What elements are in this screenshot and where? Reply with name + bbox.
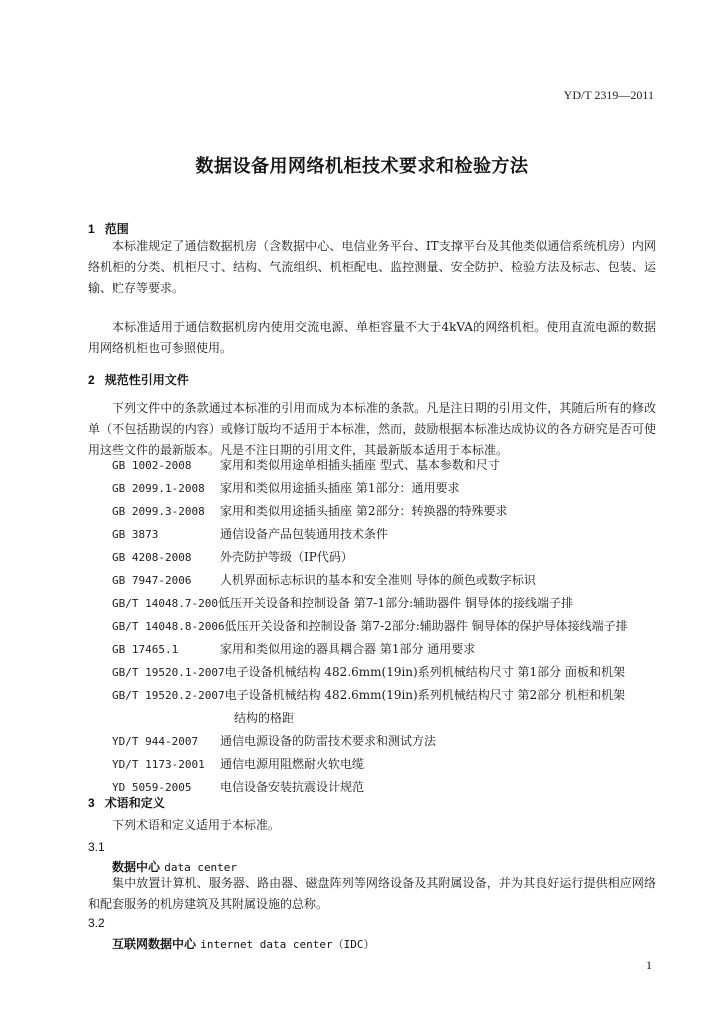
reference-item	[112, 477, 672, 500]
section-number: 1	[88, 222, 95, 236]
reference-title: 通信电源用阻燃耐火软电缆	[220, 757, 365, 771]
reference-title: 通信设备产品包装通用技术条件	[220, 527, 389, 541]
section-title: 术语和定义	[104, 796, 165, 810]
section-1-paragraph-1: 本标准规定了通信数据机房（含数据中心、电信业务平台、IT支撑平台及其他类似通信系统机房）内网络机柜的分类、机柜尺寸、结构、气流组织、机柜配电、监控测量、安全防护、检验方法及标志、包装、运输、贮存等要求。	[88, 239, 656, 295]
reference-item	[112, 753, 672, 776]
section-number: 2	[88, 373, 95, 387]
reference-item-continuation	[112, 707, 672, 730]
standard-code: YD/T 2319—2011	[563, 88, 654, 102]
reference-title: 电子设备机械结构 482.6mm(19in)系列机械结构尺寸 第2部分 机柜和机架	[224, 688, 625, 702]
reference-code: YD/T 944-2007	[112, 735, 199, 748]
term-name	[112, 935, 375, 952]
reference-code: GB/T 14048.7-200	[112, 597, 218, 610]
section-3-paragraph-1: 下列术语和定义适用于本标准。	[112, 818, 281, 832]
reference-title: 人机界面标志标识的基本和安全准则 导体的颜色或数字标识	[220, 573, 536, 587]
section-2-heading	[88, 371, 189, 388]
reference-item	[112, 454, 672, 477]
section-title: 范围	[104, 222, 129, 236]
term-definition: 集中放置计算机、服务器、路由器、磁盘阵列等网络设备及其附属设备，并为其良好运行提供相应网络和配套服务的机房建筑及其附属设施的总称。	[88, 876, 656, 911]
reference-item	[112, 500, 672, 523]
term-name-chinese: 数据中心	[112, 860, 161, 874]
term-number: 3.2	[88, 916, 105, 930]
reference-code: GB 3873	[112, 528, 159, 541]
section-number: 3	[88, 796, 95, 810]
reference-title: 外壳防护等级（IP代码）	[220, 550, 353, 564]
reference-item	[112, 523, 672, 546]
reference-code: GB 2099.1-2008	[112, 482, 205, 495]
reference-item	[112, 592, 672, 615]
reference-code: YD/T 1173-2001	[112, 758, 205, 771]
reference-title: 低压开关设备和控制设备 第7-1部分:辅助器件 铜导体的接线端子排	[217, 596, 573, 610]
reference-code: GB/T 19520.2-2007	[112, 689, 225, 702]
section-3-heading	[88, 794, 165, 811]
reference-item	[112, 615, 672, 638]
reference-item	[112, 546, 672, 569]
term-name-chinese: 互联网数据中心	[112, 937, 197, 951]
term-name-english: internet data center（IDC）	[200, 938, 375, 951]
reference-item	[112, 661, 672, 684]
section-2-paragraph-1: 下列文件中的条款通过本标准的引用而成为本标准的条款。凡是注日期的引用文件，其随后所有的修改单（不包括勘误的内容）或修订版均不适用于本标准，然而，鼓励根据本标准达成协议的各方研究是否可使用这些文件的最新版本。凡是不注日期的引用文件，其最新版本适用于本标准。	[88, 401, 656, 457]
reference-item	[112, 776, 672, 799]
term-name-english: data center	[164, 861, 238, 874]
reference-item	[112, 730, 672, 753]
reference-code: GB 2099.3-2008	[112, 505, 205, 518]
section-1-paragraph-2: 本标准适用于通信数据机房内使用交流电源、单柜容量不大于4kVA的网络机柜。使用直流电源的数据用网络机柜也可参照使用。	[88, 320, 656, 355]
reference-title: 电子设备机械结构 482.6mm(19in)系列机械结构尺寸 第1部分 面板和机架	[224, 665, 625, 679]
document-title: 数据设备用网络机柜技术要求和检验方法	[195, 156, 529, 177]
reference-title: 家用和类似用途插头插座 第2部分：转换器的特殊要求	[220, 504, 508, 518]
reference-code: GB 7947-2006	[112, 574, 192, 587]
reference-title: 低压开关设备和控制设备 第7-2部分:辅助器件 铜导体的保护导体接线端子排	[224, 619, 628, 633]
reference-title: 家用和类似用途单相插头插座 型式、基本参数和尺寸	[220, 458, 500, 472]
reference-code: YD 5059-2005	[112, 781, 192, 794]
reference-title: 结构的格距	[234, 711, 295, 725]
reference-title: 家用和类似用途插头插座 第1部分：通用要求	[220, 481, 460, 495]
page-number: 1	[646, 958, 652, 972]
reference-title: 家用和类似用途的器具耦合器 第1部分 通用要求	[220, 642, 476, 656]
reference-code: GB/T 19520.1-2007	[112, 666, 225, 679]
reference-code: GB 4208-2008	[112, 551, 192, 564]
reference-item	[112, 569, 672, 592]
normative-references-list	[112, 454, 672, 799]
section-1-heading	[88, 220, 129, 237]
section-title: 规范性引用文件	[104, 373, 189, 387]
reference-code: GB 1002-2008	[112, 459, 192, 472]
reference-item	[112, 638, 672, 661]
reference-item	[112, 684, 672, 707]
reference-code: GB 17465.1	[112, 643, 179, 656]
reference-title: 通信电源设备的防雷技术要求和测试方法	[220, 734, 437, 748]
reference-code: GB/T 14048.8-2006	[112, 620, 225, 633]
reference-title: 电信设备安装抗震设计规范	[220, 780, 365, 794]
term-number: 3.1	[88, 840, 105, 854]
